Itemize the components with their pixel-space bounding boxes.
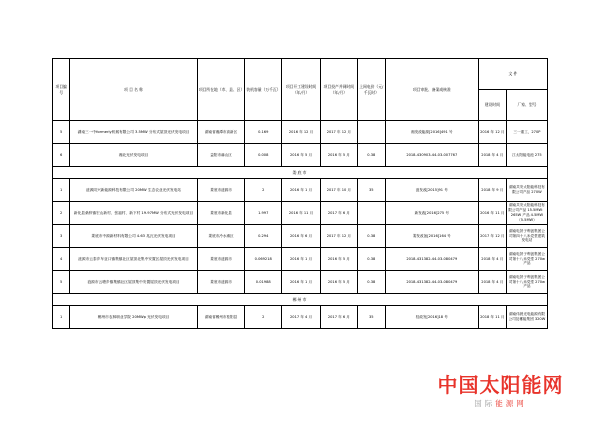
cell-project-name: 郴州市农林职业学院 20MWp 光伏发电项目	[70, 306, 198, 329]
cell-build-time: 2018 年 11 月	[478, 306, 506, 329]
cell-approval-file: 2018-431382-44-03-080479	[385, 271, 478, 294]
cell-index: 1	[53, 306, 70, 329]
cell-production-time: 2016 年 5 月	[321, 271, 358, 294]
cell-grid-price: 35	[357, 306, 385, 329]
cell-project-name: 湖南三一中formerly机械有限公司 3.5MW 分布式屋顶光伏发电项目	[70, 121, 198, 144]
cell-capacity: 2	[245, 179, 282, 202]
cell-project-name: 湘北光伏发电项目	[70, 144, 198, 167]
section-title-loudi: 娄底市	[53, 167, 548, 179]
cell-location: 娄底市涟源市	[197, 179, 245, 202]
table-row	[53, 306, 548, 329]
cell-project-name: 涟源同兴新能源科技有限公司 20MW 生态农业光伏发电站	[70, 179, 198, 202]
table-row	[53, 179, 548, 202]
cell-start-time: 2016 年 1 月	[282, 248, 321, 271]
cell-capacity: 1.997	[245, 202, 282, 225]
cell-approval-file: 新发改[2016]275 号	[385, 202, 478, 225]
cell-start-time: 2016 年 12 月	[282, 121, 321, 144]
header-index: 项目编号	[53, 59, 70, 121]
table-header	[53, 59, 548, 121]
section-header-row	[53, 294, 548, 306]
table-row	[53, 202, 548, 225]
header-approval-file: 项目审批、备案或核准	[385, 59, 478, 121]
cell-production-time: 2017 年 12 月	[321, 225, 358, 248]
cell-grid-price	[357, 202, 385, 225]
cell-vendor-model: 江太阳能电池 275	[506, 144, 547, 167]
cell-vendor-model: 湖南共安太阳能科技有限公司产品 270W	[506, 179, 547, 202]
cell-production-time: 2017 年 12 月	[321, 121, 358, 144]
header-vendor-model: 厂家、型号	[506, 90, 547, 121]
cell-production-time: 2016 年 5 月	[321, 248, 358, 271]
cell-production-time: 2016 年 5 月	[321, 144, 358, 167]
cell-approval-file: 湘发改能源[2016]491 号	[385, 121, 478, 144]
table-body	[53, 121, 548, 329]
cell-location: 娄底市冷水滩区	[197, 225, 245, 248]
cell-approval-file: 桂政发[2016]18 号	[385, 306, 478, 329]
header-file-group: 文 件	[478, 59, 547, 90]
cell-start-time: 2016 年 6 月	[282, 225, 321, 248]
cell-vendor-model: 湖南共安太阳能科技有限公司产品 15.5MW：265W 产品 4.5MW（5.5MW）	[506, 202, 547, 225]
cell-grid-price: 0.38	[357, 248, 385, 271]
cell-project-name: 涟源市云塘乡镇集镇社区屋顶集中安置屋顶光伏发电项目	[70, 271, 198, 294]
cell-capacity: 2	[245, 306, 282, 329]
cell-capacity: 0.01988	[245, 271, 282, 294]
cell-vendor-model: 三一重工，270P	[506, 121, 547, 144]
cell-approval-file: 涟发改[2015]91 号	[385, 179, 478, 202]
cell-build-time: 2018 年 4 月	[478, 144, 506, 167]
table-row	[53, 225, 548, 248]
cell-grid-price: 0.38	[357, 144, 385, 167]
cell-location: 娄底市新化县	[197, 202, 245, 225]
cell-production-time: 2017 年 10 月	[321, 179, 358, 202]
cell-grid-price: 0.38	[357, 225, 385, 248]
cell-index: 4	[53, 248, 70, 271]
cell-capacity: 0.008	[245, 144, 282, 167]
cell-build-time: 2018 年 9 月	[478, 179, 506, 202]
table-row	[53, 248, 548, 271]
header-start-time: 项目开工建设时间（年/月）	[282, 59, 321, 121]
cell-index: 5	[53, 271, 70, 294]
cell-vendor-model: 湖南电饼子利创集团公司第四十八米党堂建筑发电站	[506, 225, 547, 248]
section-header-row	[53, 167, 548, 179]
header-project-name: 项 目 名 称	[70, 59, 198, 121]
table-row	[53, 144, 548, 167]
solar-project-table	[52, 58, 548, 329]
cell-grid-price	[357, 121, 385, 144]
cell-approval-file: 2018-431382-44-03-080479	[385, 248, 478, 271]
cell-production-time: 2017 年 6 月	[321, 202, 358, 225]
cell-location: 湖南省郴州市桂阳县	[197, 306, 245, 329]
cell-index: 2	[53, 202, 70, 225]
cell-approval-file: 娄发改备[2016]164 号	[385, 225, 478, 248]
cell-location: 娄底市涟源市	[197, 248, 245, 271]
cell-project-name: 娄底市中源新材料有限公司 4.63 兆瓦光伏发电项目	[70, 225, 198, 248]
section-title-chenzhou: 郴州市	[53, 294, 548, 306]
cell-project-name: 涟源市云泰乡车亚口镇集镇社区屋顶北集中安置区屋顶光伏发电项目	[70, 248, 198, 271]
cell-production-time: 2017 年 6 月	[321, 306, 358, 329]
cell-vendor-model: 湖南电饼子利创集团公司第十八米党堂 270w 产品	[506, 271, 547, 294]
table-row	[53, 121, 548, 144]
cell-capacity: 0.069218	[245, 248, 282, 271]
cell-build-time: 2016 年 12 月	[478, 121, 506, 144]
table-row	[53, 271, 548, 294]
cell-capacity: 0.169	[245, 121, 282, 144]
cell-location: 益阳市赫山区	[197, 144, 245, 167]
header-build-time: 建设时间	[478, 90, 506, 121]
watermark	[413, 375, 588, 409]
watermark-subtitle-left: 国际	[474, 399, 496, 408]
cell-start-time: 2016 年 5 月	[282, 144, 321, 167]
watermark-subtitle-right: 能源网	[495, 399, 527, 408]
table-header-row	[53, 59, 548, 90]
cell-approval-file: 2018-430903-44-03-007767	[385, 144, 478, 167]
cell-index: 3	[53, 225, 70, 248]
watermark-title: 中国太阳能网	[437, 373, 564, 397]
cell-start-time: 2016 年 1 月	[282, 271, 321, 294]
solar-project-table-container	[52, 58, 548, 329]
cell-build-time: 2018 年 4 月	[478, 248, 506, 271]
cell-location: 湖南省湘潭市高新区	[197, 121, 245, 144]
cell-vendor-model: 湖南电饼子利创集团公司第十八米党堂 270w 产品	[506, 248, 547, 271]
watermark-subtitle	[413, 398, 588, 409]
cell-location: 娄底市涟源市	[197, 271, 245, 294]
cell-build-time: 2018 年 4 月	[478, 271, 506, 294]
cell-vendor-model: 湖南伟晨光电能源有限公司及郴能集团 320W	[506, 306, 547, 329]
cell-start-time: 2016 年 11 月	[282, 202, 321, 225]
cell-grid-price: 0.38	[357, 271, 385, 294]
cell-index: 6	[53, 144, 70, 167]
cell-build-time: 2017 年 12 月	[478, 225, 506, 248]
header-grid-price: 上网电价（元/千瓦时）	[357, 59, 385, 121]
cell-project-name: 新化县桑梓镇宏山新村、张福村、新下村 19.97MW 分布式光伏发电项目	[70, 202, 198, 225]
cell-start-time: 2017 年 4 月	[282, 306, 321, 329]
cell-index: 1	[53, 179, 70, 202]
cell-index: 5	[53, 121, 70, 144]
cell-capacity: 0.294	[245, 225, 282, 248]
cell-grid-price: 35	[357, 179, 385, 202]
header-location: 项目所在地（市、县、区）	[197, 59, 245, 121]
header-production-time: 项目投产并网时间（年/月）	[321, 59, 358, 121]
header-capacity: 装机容量（万千瓦）	[245, 59, 282, 121]
cell-build-time: 2016 年 11 月	[478, 202, 506, 225]
cell-start-time: 2016 年 1 月	[282, 179, 321, 202]
